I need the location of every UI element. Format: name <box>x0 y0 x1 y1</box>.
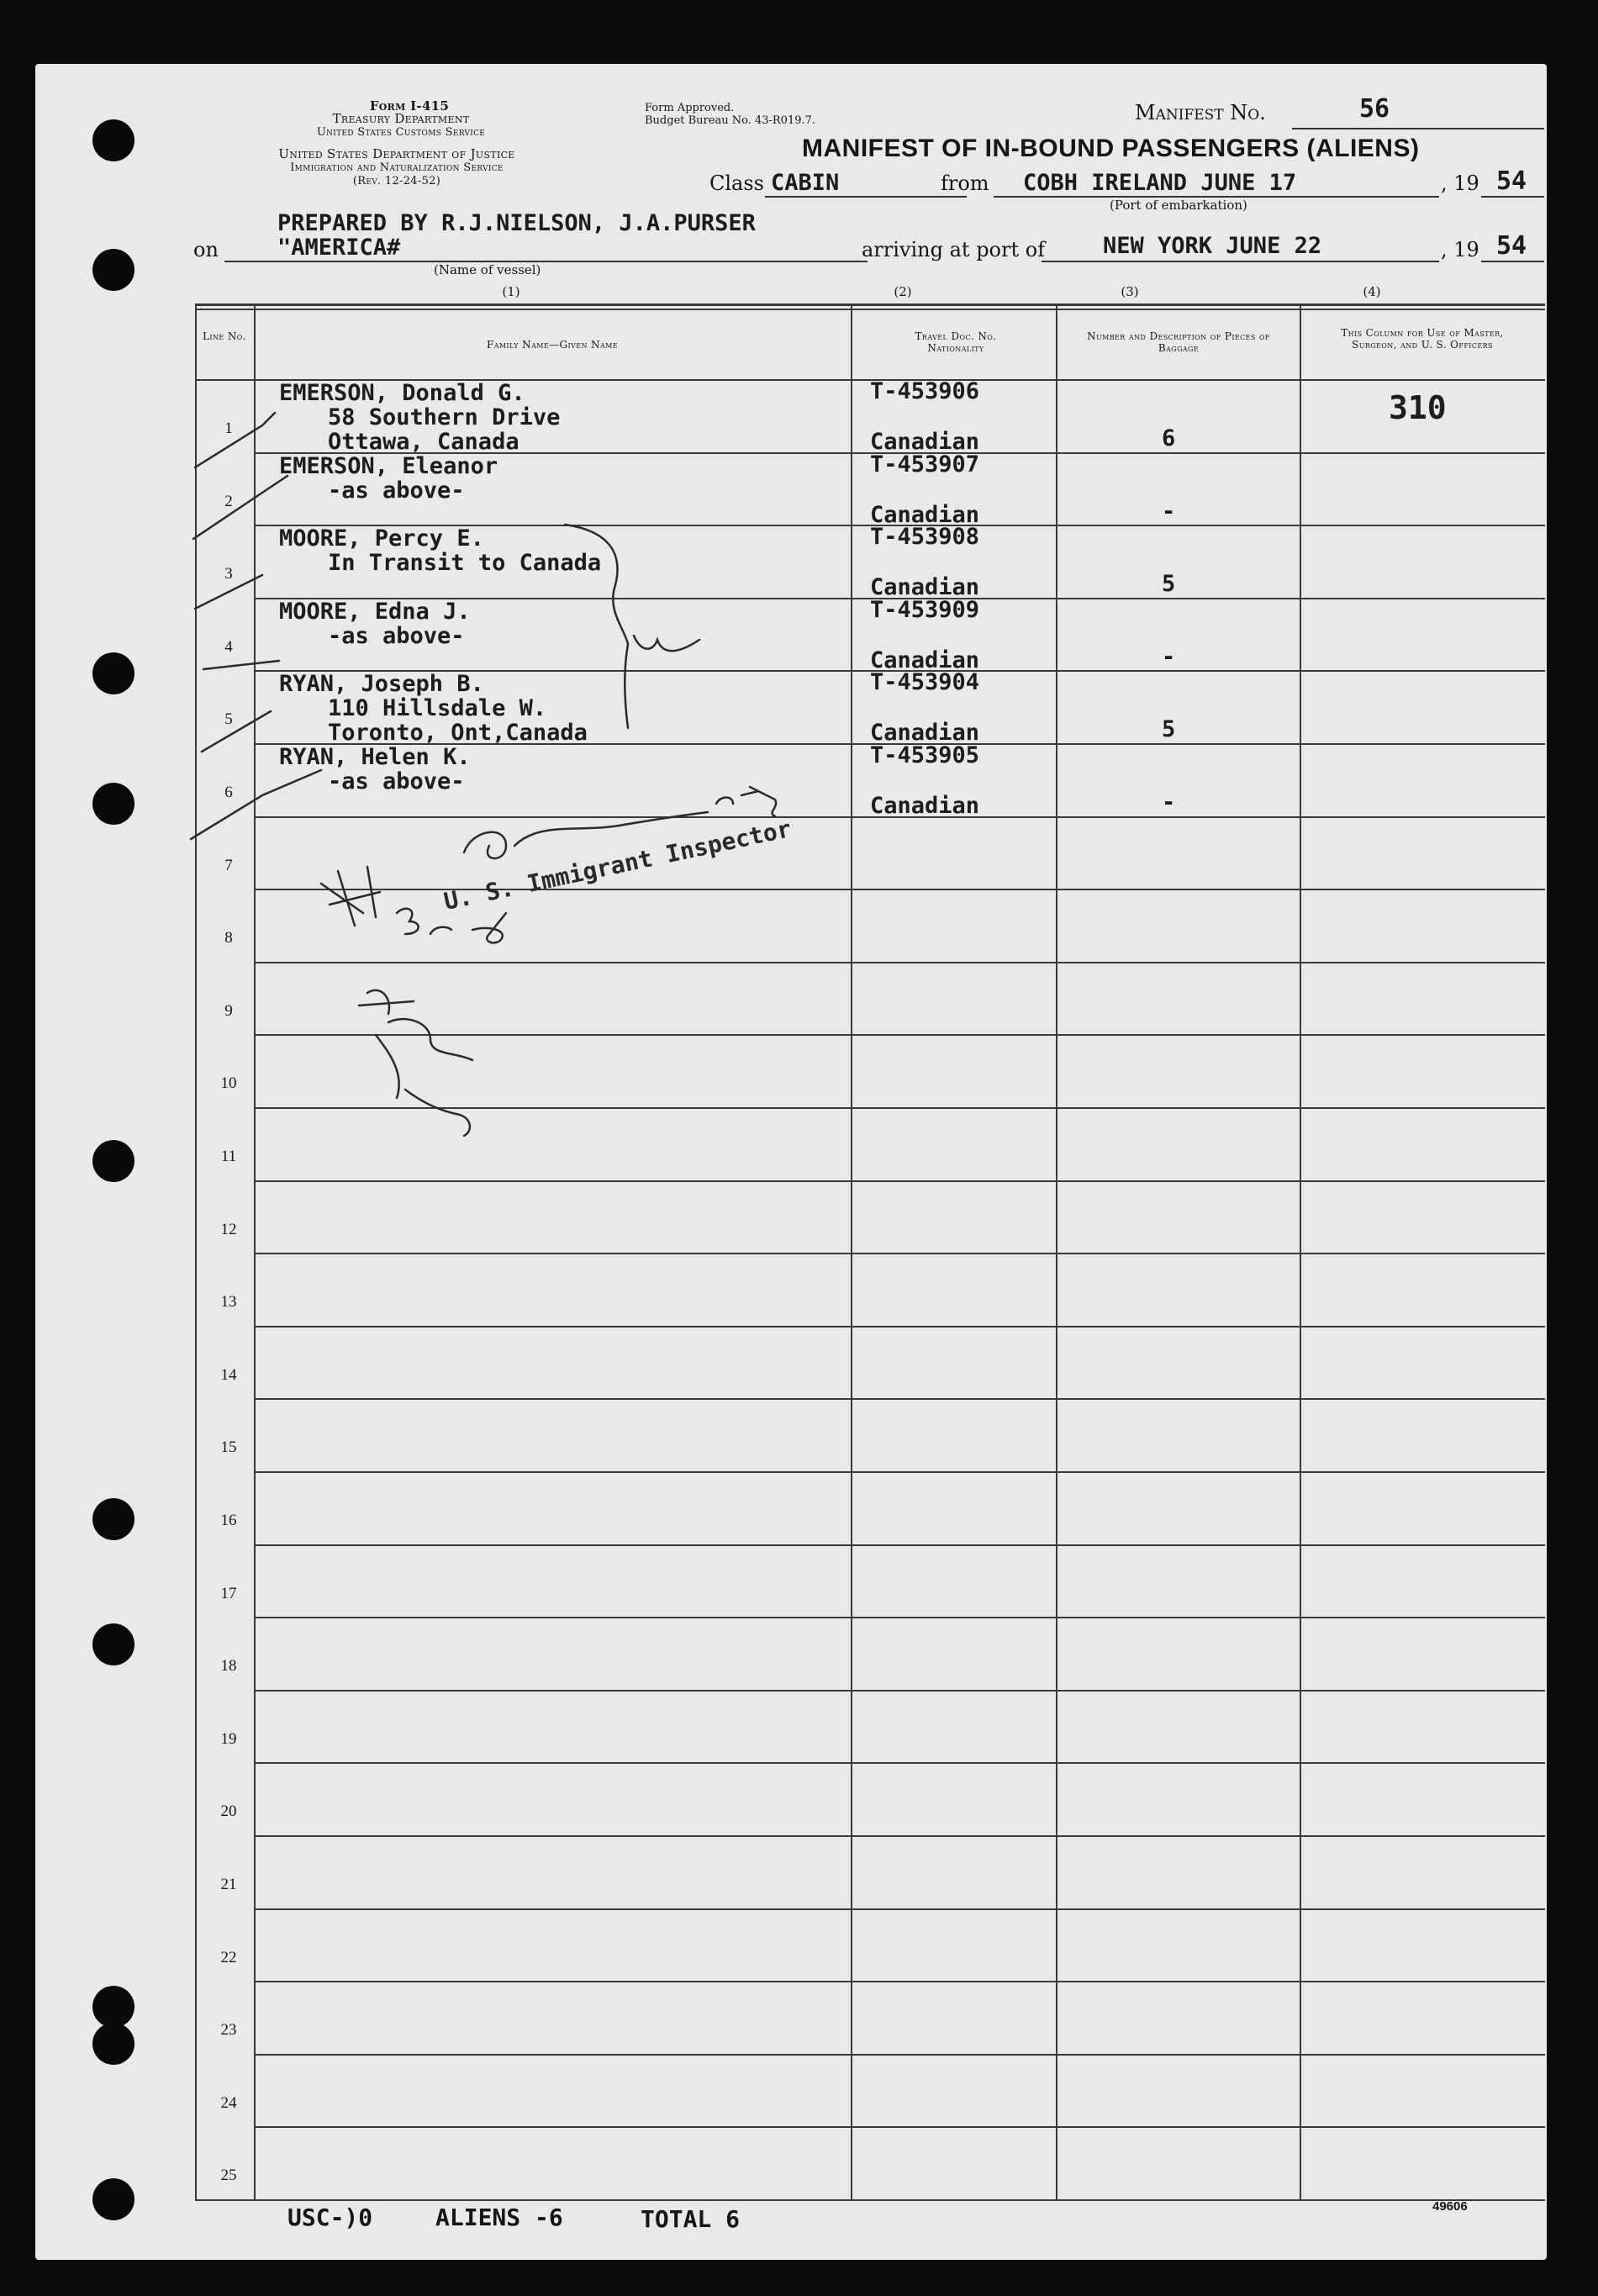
line-number: 16 <box>220 1512 237 1529</box>
line-number: 4 <box>224 637 233 656</box>
travel-doc-no: T-453907 <box>870 451 980 478</box>
footer-total: TOTAL 6 <box>641 2205 741 2233</box>
footer-aliens: ALIENS -6 <box>435 2204 563 2231</box>
travel-doc-no: T-453908 <box>870 524 980 551</box>
header-family-name: Family Name—Given Name <box>487 339 618 351</box>
column-number: (2) <box>894 284 912 299</box>
vessel-caption: (Name of vessel) <box>434 262 541 277</box>
treasury-dept: Treasury Department <box>332 111 470 126</box>
line-number: 10 <box>220 1074 237 1093</box>
passenger-address: In Transit to Canada <box>328 550 602 577</box>
header-baggage: Number and Description of Pieces of Baggage <box>1087 330 1270 354</box>
passenger-address: Toronto, Ont,Canada <box>328 720 588 747</box>
baggage-count: 6 <box>1162 425 1176 451</box>
line-number: 1 <box>224 420 233 437</box>
officer-note: 310 <box>1389 389 1447 426</box>
header-officers: This Column for Use of Master, Surgeon, and U. S. Officers <box>1341 327 1504 351</box>
class-label: Class <box>709 172 764 195</box>
baggage-count: - <box>1162 498 1176 525</box>
baggage-count: - <box>1162 643 1176 670</box>
arrival-year: 54 <box>1496 231 1527 261</box>
line-number: 7 <box>224 856 233 874</box>
baggage-count: 5 <box>1162 716 1176 743</box>
passenger-name: EMERSON, Donald G. <box>279 380 525 406</box>
nationality: Canadian <box>870 429 980 455</box>
line-number: 15 <box>220 1438 237 1457</box>
handwritten-marks <box>35 64 1547 2260</box>
line-number: 25 <box>220 2167 237 2185</box>
form-approved: Form Approved. <box>645 102 735 114</box>
manifest-page <box>35 64 1547 2260</box>
passenger-address: Ottawa, Canada <box>328 429 519 455</box>
line-number: 14 <box>220 1365 237 1384</box>
line-number: 23 <box>220 2021 237 2040</box>
customs-service: United States Customs Service <box>316 126 486 139</box>
form-number-bottom: 49606 <box>1432 2199 1468 2214</box>
form-number: Form I-415 <box>369 98 450 113</box>
line-number: 17 <box>220 1584 237 1602</box>
embark-year: 54 <box>1496 166 1527 196</box>
line-number: 19 <box>220 1729 237 1748</box>
column-number: (4) <box>1363 284 1381 299</box>
manifest-no-label: Manifest No. <box>1135 101 1266 124</box>
arriving-value: NEW YORK JUNE 22 <box>1103 233 1322 259</box>
from-value: COBH IRELAND JUNE 17 <box>1023 170 1297 196</box>
header-line-no: Line No. <box>203 330 246 342</box>
travel-doc-no: T-453904 <box>870 669 980 696</box>
year-prefix: , 19 <box>1441 238 1479 261</box>
line-number: 20 <box>220 1802 237 1821</box>
travel-doc-no: T-453905 <box>870 742 980 768</box>
passenger-name: MOORE, Percy E. <box>279 525 484 552</box>
year-prefix: , 19 <box>1441 172 1479 195</box>
footer-usc: USC-)0 <box>287 2204 373 2231</box>
line-number: 22 <box>220 1948 237 1966</box>
passenger-address: -as above- <box>328 768 465 794</box>
line-number: 12 <box>220 1220 237 1238</box>
line-number: 11 <box>220 1148 237 1165</box>
travel-doc-no: T-453909 <box>870 596 980 623</box>
class-value: CABIN <box>771 170 840 196</box>
passenger-name: RYAN, Helen K. <box>279 744 471 770</box>
passenger-address: 58 Southern Drive <box>328 404 561 430</box>
passenger-name: RYAN, Joseph B. <box>279 671 484 698</box>
nationality: Canadian <box>870 793 980 819</box>
line-number: 5 <box>224 710 233 729</box>
page-title: MANIFEST OF IN-BOUND PASSENGERS (ALIENS) <box>802 135 1420 162</box>
nationality: Canadian <box>870 647 980 673</box>
travel-doc-no: T-453906 <box>870 378 980 404</box>
port-embarkation-caption: (Port of embarkation) <box>1110 198 1247 213</box>
baggage-count: - <box>1162 789 1176 815</box>
line-number: 8 <box>224 929 233 947</box>
header-travel-doc: Travel Doc. No. Nationality <box>915 330 997 354</box>
passenger-address: -as above- <box>328 622 465 649</box>
prepared-by: PREPARED BY R.J.NIELSON, J.A.PURSER <box>277 210 756 236</box>
line-number: 6 <box>224 784 233 801</box>
nationality: Canadian <box>870 720 980 747</box>
passenger-address: 110 Hillsdale W. <box>328 695 547 722</box>
nationality: Canadian <box>870 574 980 601</box>
line-number: 2 <box>224 492 233 510</box>
on-label: on <box>193 238 219 261</box>
line-number: 13 <box>220 1293 237 1312</box>
inspector-stamp: U. S. Immigrant Inspector <box>441 815 794 916</box>
column-number: (1) <box>502 284 520 299</box>
passenger-name: MOORE, Edna J. <box>279 598 471 625</box>
baggage-count: 5 <box>1162 571 1176 598</box>
line-number: 21 <box>220 1876 237 1893</box>
budget-bureau: Budget Bureau No. 43-R019.7. <box>645 114 816 127</box>
revision-date: (Rev. 12-24-52) <box>352 175 441 187</box>
nationality: Canadian <box>870 501 980 528</box>
from-label: from <box>941 172 989 195</box>
vessel-name: "AMERICA# <box>277 235 401 261</box>
line-number: 9 <box>224 1001 233 1020</box>
line-number: 18 <box>220 1657 237 1676</box>
passenger-address: -as above- <box>328 477 465 504</box>
line-number: 3 <box>224 565 233 583</box>
passenger-name: EMERSON, Eleanor <box>279 452 498 479</box>
justice-dept: United States Department of Justice <box>278 146 515 161</box>
line-number: 24 <box>220 2093 237 2112</box>
ins-service: Immigration and Naturalization Service <box>290 161 504 174</box>
column-number: (3) <box>1121 284 1139 299</box>
manifest-no-value: 56 <box>1359 94 1390 124</box>
arriving-label: arriving at port of <box>862 238 1046 261</box>
